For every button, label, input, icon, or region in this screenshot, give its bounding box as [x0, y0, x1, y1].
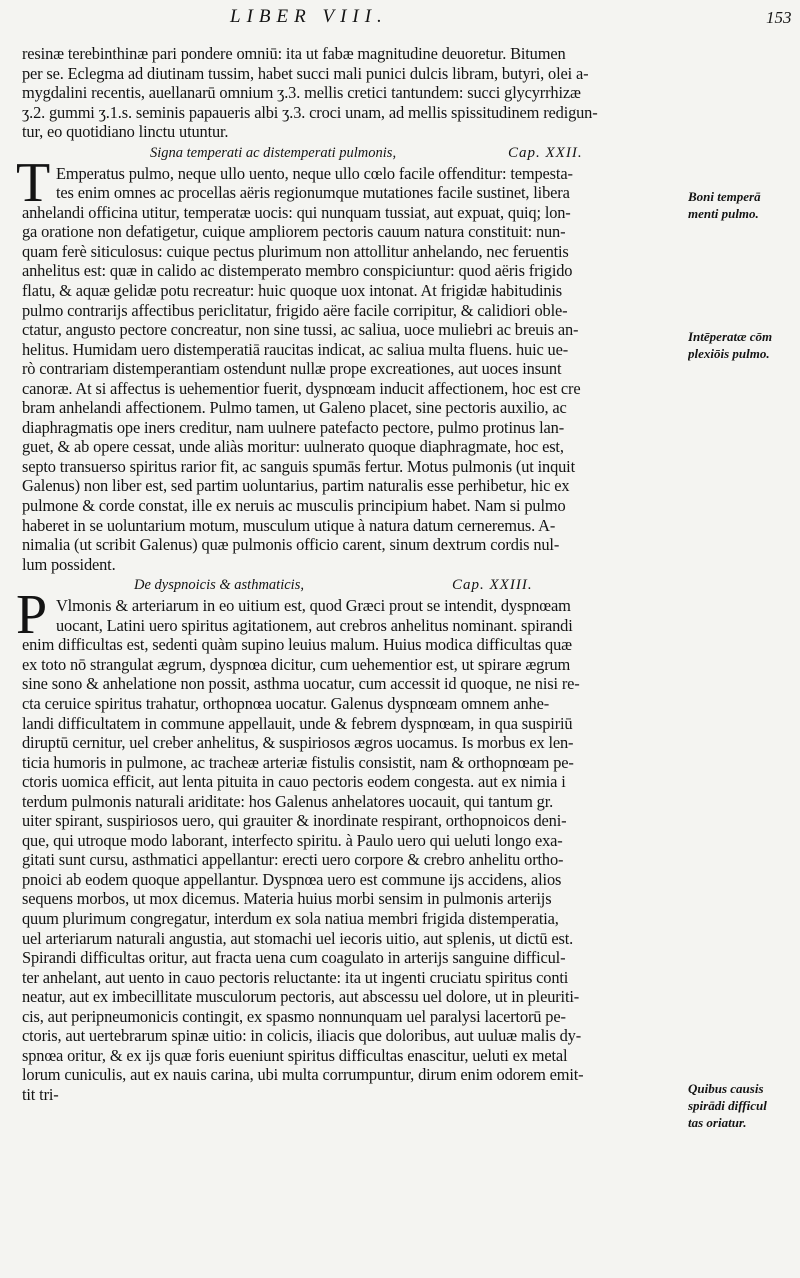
chapter-22-number: Cap. XXII.: [508, 144, 583, 161]
text-line: ga oratione non defatigetur, cuique ampliorem pectoris cauum natura constituit: nun-: [22, 222, 566, 242]
text-line: cis, aut peripneumonicis contingit, ex spasmo nonnunquam uel paralysi lacertorū pe-: [22, 1006, 566, 1026]
text-line: anhelandi officina utitur, temperatæ uocis: qui nunquam tussiat, aut expuat, quiq; lon-: [22, 202, 571, 222]
margin-note-line: plexiōis pulmo.: [688, 346, 770, 361]
text-line: flatu, & aquæ gelidæ potu recreatur: huic quoque uox intonat. At frigidæ habitudinis: [22, 281, 563, 301]
running-head: LIBER VIII.: [230, 6, 388, 27]
text-line: diruptū cernitur, uel creber anhelitus, & suspiriosos ægros uocamus. Is morbus ex len-: [22, 733, 574, 753]
text-line: ʒ.2. gummi ʒ.1.s. seminis papaueris albi ʒ.3. croci unam, ad mellis spissitudinem redigun-: [22, 102, 598, 122]
text-line: septo transuerso spiritus rarior fit, ac sanguis spumās fertur. Motus pulmonis (ut inquit: [22, 456, 575, 476]
page-number: 153: [766, 8, 792, 27]
text-line: helitus. Humidam uero distemperatiā raucitas indicat, ac saliua multa fluens. huic ue-: [22, 339, 569, 359]
text-line: nimalia (ut scribit Galenus) quæ pulmonis officio carent, sinum dextrum cordis nul-: [22, 535, 560, 555]
margin-note-line: menti pulmo.: [688, 206, 759, 221]
margin-note-line: tas oriatur.: [688, 1115, 747, 1130]
chapter-23-title: De dyspnoicis & asthmaticis,: [134, 577, 304, 594]
margin-note-temperate-lung: [688, 188, 798, 222]
text-line: quum plurimum congregatur, interdum ex sola natiua membri frigida distemperatia,: [22, 908, 559, 928]
text-line: sine sono & anhelatione non possit, asthma uocatur, cum accessit id quoque, ne nisi re-: [22, 674, 580, 694]
text-line: pnoici ab eodem quoque appellantur. Dyspnœa uero est commune ijs accidens, alios: [22, 869, 562, 889]
text-line: tes enim omnes ac procellas aëris regionumque mutationes facile sustinet, libera: [56, 183, 570, 203]
text-line: lorum cuniculis, aut ex nauis carina, ubi multa corrumpuntur, dirum enim odorem emit-: [22, 1065, 584, 1085]
text-line: anhelitus est: quæ in calido ac distemperato membro conspiciuntur: quod aëris frigido: [22, 261, 573, 281]
text-line: enim difficultas est, sedenti quàm supino leuius malum. Huius modica difficultas quæ: [22, 635, 572, 655]
text-line: tur, eo quotidiano linctu utuntur.: [22, 122, 229, 142]
opening-paragraph: [22, 44, 682, 142]
margin-note-line: Boni temperā: [688, 189, 761, 204]
text-line: sequens morbos, ut mox dicemus. Materia huius morbi sensim in pulmonis arterijs: [22, 889, 552, 909]
margin-note-causes-dyspnoea: [688, 1080, 798, 1131]
text-line: cta ceruice spiritus trahatur, orthopnœa uocatur. Galenus dyspnœam omnem anhe-: [22, 693, 549, 713]
text-line: pulmo contrarijs affectibus periclitatur, frigido aëre facile corripitur, & calidiori oble-: [22, 300, 568, 320]
text-line: Galenus) non liber est, sed partim uoluntarius, partim naturalis esse perhibetur, hic ex: [22, 476, 570, 496]
text-line: ex toto nō strangulat ægrum, dyspnœa dicitur, cum uehementior est, ut spirare ægrum: [22, 654, 571, 674]
text-line: Vlmonis & arteriarum in eo uitium est, quod Græci prout se intendit, dyspnœam: [56, 596, 571, 616]
text-line: pulmone & corde constat, ille ex neruis ac musculis principium habet. Nam si pulmo: [22, 496, 566, 516]
text-line: mygdalini recentis, auellanarū omnium ʒ.3. mellis cretici tantundem: succi glycyrrhizæ: [22, 83, 581, 103]
margin-note-line: Intēperatæ cōm: [688, 329, 773, 344]
text-line: guet, & ab opere cessat, unde aliàs moritur: uulnerato quoque diaphragmate, hoc est,: [22, 437, 564, 457]
text-line: canoræ. At si affectus is uehementior fuerit, dyspnœam inducit affectionem, hoc est cre: [22, 378, 581, 398]
margin-note-intemperate-lung: [688, 328, 798, 362]
chapter-22-heading: [22, 142, 682, 164]
text-line: ctatur, angusto pectore concreatur, non sine tussi, ac saliua, uoce muliebri ac breuis an-: [22, 320, 579, 340]
text-line: terdum pulmonis naturali ariditate: hos Galenus anhelatores uocauit, qui tantum gr.: [22, 791, 554, 811]
margin-note-line: Quibus causis: [688, 1081, 764, 1096]
text-line: quam ferè siticulosus: cuique pectus plurimum non attollitur anhelando, nec feruentis: [22, 241, 569, 261]
text-line: bram anhelandi affectionem. Pulmo tamen, ut Galeno placet, sine pectoris auxilio, ac: [22, 398, 567, 418]
chapter-23-number: Cap. XXIII.: [452, 577, 533, 594]
text-line: landi difficultatem in commune appellauit, unde & febrem dyspnœam, in qua suspiriū: [22, 713, 573, 733]
text-line: uiter spirant, suspiriosos uero, qui grauiter & inordinate respirant, orthopnoicos deni-: [22, 811, 567, 831]
text-line: ticia humoris in pulmone, ac tracheæ arteriæ fistulis consistit, nam & orthopnœam pe-: [22, 752, 574, 772]
text-line: uel arteriarum naturali angustia, aut stomachi uel iecoris uitio, aut splenis, ut dictū est.: [22, 928, 574, 948]
chapter-23-heading: [22, 574, 682, 596]
text-line: rò contrariam distemperantiam ostendunt nullæ prope excreationes, aut uoces insunt: [22, 359, 562, 379]
text-line: diaphragmatis ope iners creditur, nam uulnere patefacto pectore, pulmo protinus lan-: [22, 417, 565, 437]
text-line: Emperatus pulmo, neque ullo uento, neque ullo cœlo facile offenditur: tempesta-: [56, 163, 573, 183]
chapter-22-title: Signa temperati ac distemperati pulmonis,: [150, 144, 397, 161]
chapter-23-dropcap: P: [16, 584, 48, 647]
text-line: gitati sunt cursu, asthmatici appellantur: erecti uero corpore & crebro anhelitu ortho-: [22, 850, 564, 870]
text-line: Spirandi difficultas oritur, aut fracta uena cum coagulato in arterijs sanguine difficul-: [22, 948, 566, 968]
text-line: ter anhelant, aut uento in cauo pectoris reluctante: ita ut ingenti cruciatu spiritus conti: [22, 967, 569, 987]
text-line: ctoris uomica efficit, aut lenta pituita in cauo pectoris eodem congesta. aut ex nimia i: [22, 772, 566, 792]
margin-note-line: spirādi difficul: [688, 1098, 767, 1113]
text-line: per se. Eclegma ad diutinam tussim, habet succi mali punici dulcis libram, butyri, olei a-: [22, 63, 589, 83]
text-line: uocant, Latini uero spiritus agitationem, aut crebros anhelitus nominant. spirandi: [56, 615, 573, 635]
text-line: lum possident.: [22, 554, 116, 574]
chapter-22-dropcap: T: [16, 151, 51, 214]
text-line: ctoris, aut uertebrarum spinæ uitio: in colicis, iliacis que doloribus, aut uuluæ malis dy-: [22, 1026, 582, 1046]
text-line: neatur, aut ex imbecillitate musculorum pectoris, aut abscessu uel dolore, ut in pleuriti-: [22, 987, 580, 1007]
main-text-column: [16, 44, 682, 1104]
text-line: tit tri-: [22, 1084, 59, 1104]
text-line: haberet in se uoluntarium motum, musculum utique à natura datum cerneremus. A-: [22, 515, 556, 535]
text-line: que, qui utroque modo laborant, interfecto spiritu. à Paulo uero qui ueluti longo exa-: [22, 830, 563, 850]
text-line: resinæ terebinthinæ pari pondere omniū: ita ut fabæ magnitudine deuoretur. Bitumen: [22, 44, 566, 63]
text-line: spnœa oritur, & ex ijs quæ foris eueniunt spiritus difficultas enascitur, ueluti ex metal: [22, 1045, 568, 1065]
